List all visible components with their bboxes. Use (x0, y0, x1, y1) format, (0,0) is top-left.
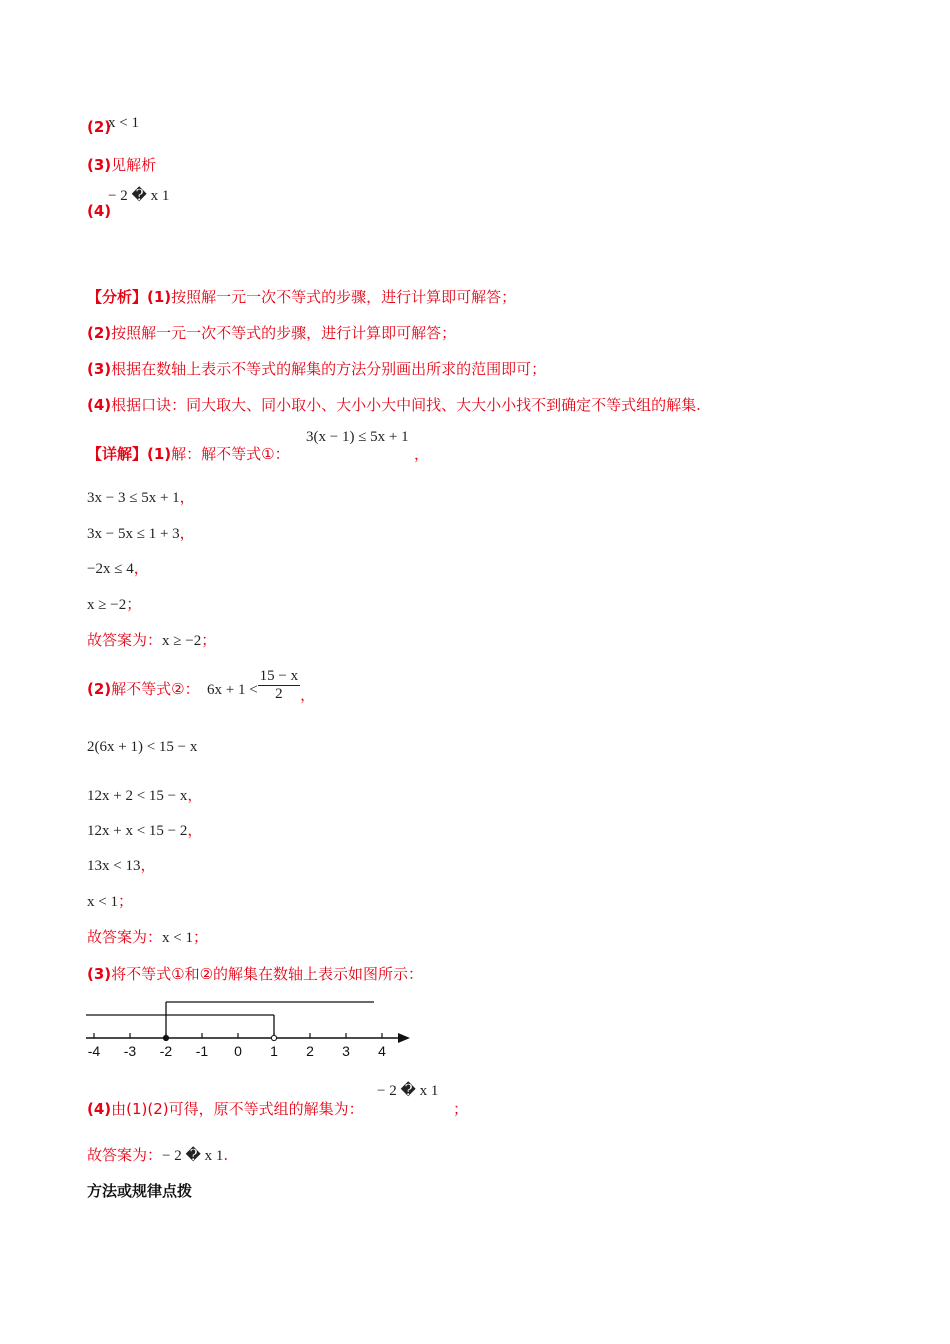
detail-p2-text: 解不等式②： (111, 680, 200, 698)
detail-line-3 (87, 963, 423, 984)
tick-label-1: 1 (270, 1043, 278, 1059)
detail-p2-label: (2) (87, 680, 112, 698)
tick-label--4: -4 (87, 1043, 101, 1059)
answer-3-label: (3) (87, 156, 112, 174)
step2-1: 2(6x + 1) < 15 − x (87, 739, 198, 755)
inequality-2: 6x + 1 < $\frac{15 - x}{2}$ ， (207, 668, 316, 704)
detail-p1-text: 解：解不等式①： (171, 445, 290, 463)
tick-label--2: -2 (159, 1043, 173, 1059)
analysis-line-2 (87, 322, 456, 343)
step2-4: 13x < 13， (87, 856, 156, 874)
step1-3: −2x ≤ 4， (87, 559, 149, 577)
answer-2-label: (2) (87, 118, 112, 136)
detail-line-4 (87, 1098, 364, 1119)
tick-label-0: 0 (234, 1043, 242, 1059)
tick-label--3: -3 (123, 1043, 137, 1059)
inequality-2-fraction: $\frac{15 - x}{2}$ (259, 668, 299, 702)
tick-label-2: 2 (306, 1043, 314, 1059)
answer-3 (87, 154, 156, 175)
analysis-line-3 (87, 358, 546, 379)
solution-set-semicolon: ； (453, 1100, 469, 1118)
tick-label-3: 3 (342, 1043, 350, 1059)
detail-p3-text: 将不等式①和②的解集在数轴上表示如图所示： (111, 965, 424, 983)
tick-label-4: 4 (378, 1043, 386, 1059)
solution-1-closed-dot (163, 1035, 168, 1040)
analysis-tag: 【分析】 (87, 288, 148, 306)
detail-p1-label: (1) (147, 445, 172, 463)
answer-4-line: 故答案为：− 2 � x 1. (87, 1146, 229, 1164)
inequality-2-lhs: 6x + 1 < (207, 682, 258, 698)
solution-set-math: − 2 � x 1 (377, 1083, 439, 1099)
answer-1-line: 故答案为：x ≥ −2； (87, 631, 217, 649)
analysis-l2-text: 按照解一元一次不等式的步骤，进行计算即可解答； (111, 324, 457, 342)
tick-label--1: -1 (195, 1043, 209, 1059)
step2-5: x < 1； (87, 892, 133, 910)
inequality-1: 3(x − 1) ≤ 5x + 1 (306, 429, 409, 445)
step1-4: x ≥ −2； (87, 595, 142, 613)
detail-tag: 【详解】 (87, 445, 148, 463)
detail-p3-label: (3) (87, 965, 112, 983)
answer-4-math: − 2 � x 1 (108, 188, 170, 204)
analysis-l3-label: (3) (87, 360, 112, 378)
analysis-l1-label: (1) (147, 288, 172, 306)
step2-3: 12x + x < 15 − 2， (87, 821, 203, 839)
analysis-l2-label: (2) (87, 324, 112, 342)
number-line (80, 994, 420, 1064)
number-line-arrow (398, 1033, 410, 1043)
step2-2: 12x + 2 < 15 − x， (87, 786, 203, 804)
answer-2-line: 故答案为：x < 1； (87, 928, 208, 946)
detail-line-1 (87, 443, 290, 464)
analysis-l3-text: 根据在数轴上表示不等式的解集的方法分别画出所求的范围即可； (111, 360, 547, 378)
analysis-line-4 (87, 394, 701, 415)
step1-2: 3x − 5x ≤ 1 + 3， (87, 524, 195, 542)
analysis-line-1 (87, 286, 516, 307)
answer-3-text: 见解析 (111, 156, 157, 174)
detail-p4-label: (4) (87, 1100, 112, 1118)
analysis-l4-label: (4) (87, 396, 112, 414)
detail-line-2 (87, 678, 200, 699)
analysis-l1-text: 按照解一元一次不等式的步骤，进行计算即可解答； (171, 288, 517, 306)
solution-2-open-dot (271, 1035, 276, 1040)
answer-4-label: (4) (87, 202, 112, 220)
analysis-l4-text: 根据口诀：同大取大、同小取小、大小小大中间找、大大小小找不到确定不等式组的解集. (111, 396, 701, 414)
step1-1: 3x − 3 ≤ 5x + 1， (87, 488, 195, 506)
method-heading: 方法或规律点拨 (87, 1182, 193, 1200)
detail-p4-text: 由(1)(2)可得，原不等式组的解集为： (111, 1100, 364, 1118)
answer-2-math: x < 1 (108, 115, 139, 131)
inequality-1-comma: ， (414, 445, 430, 463)
